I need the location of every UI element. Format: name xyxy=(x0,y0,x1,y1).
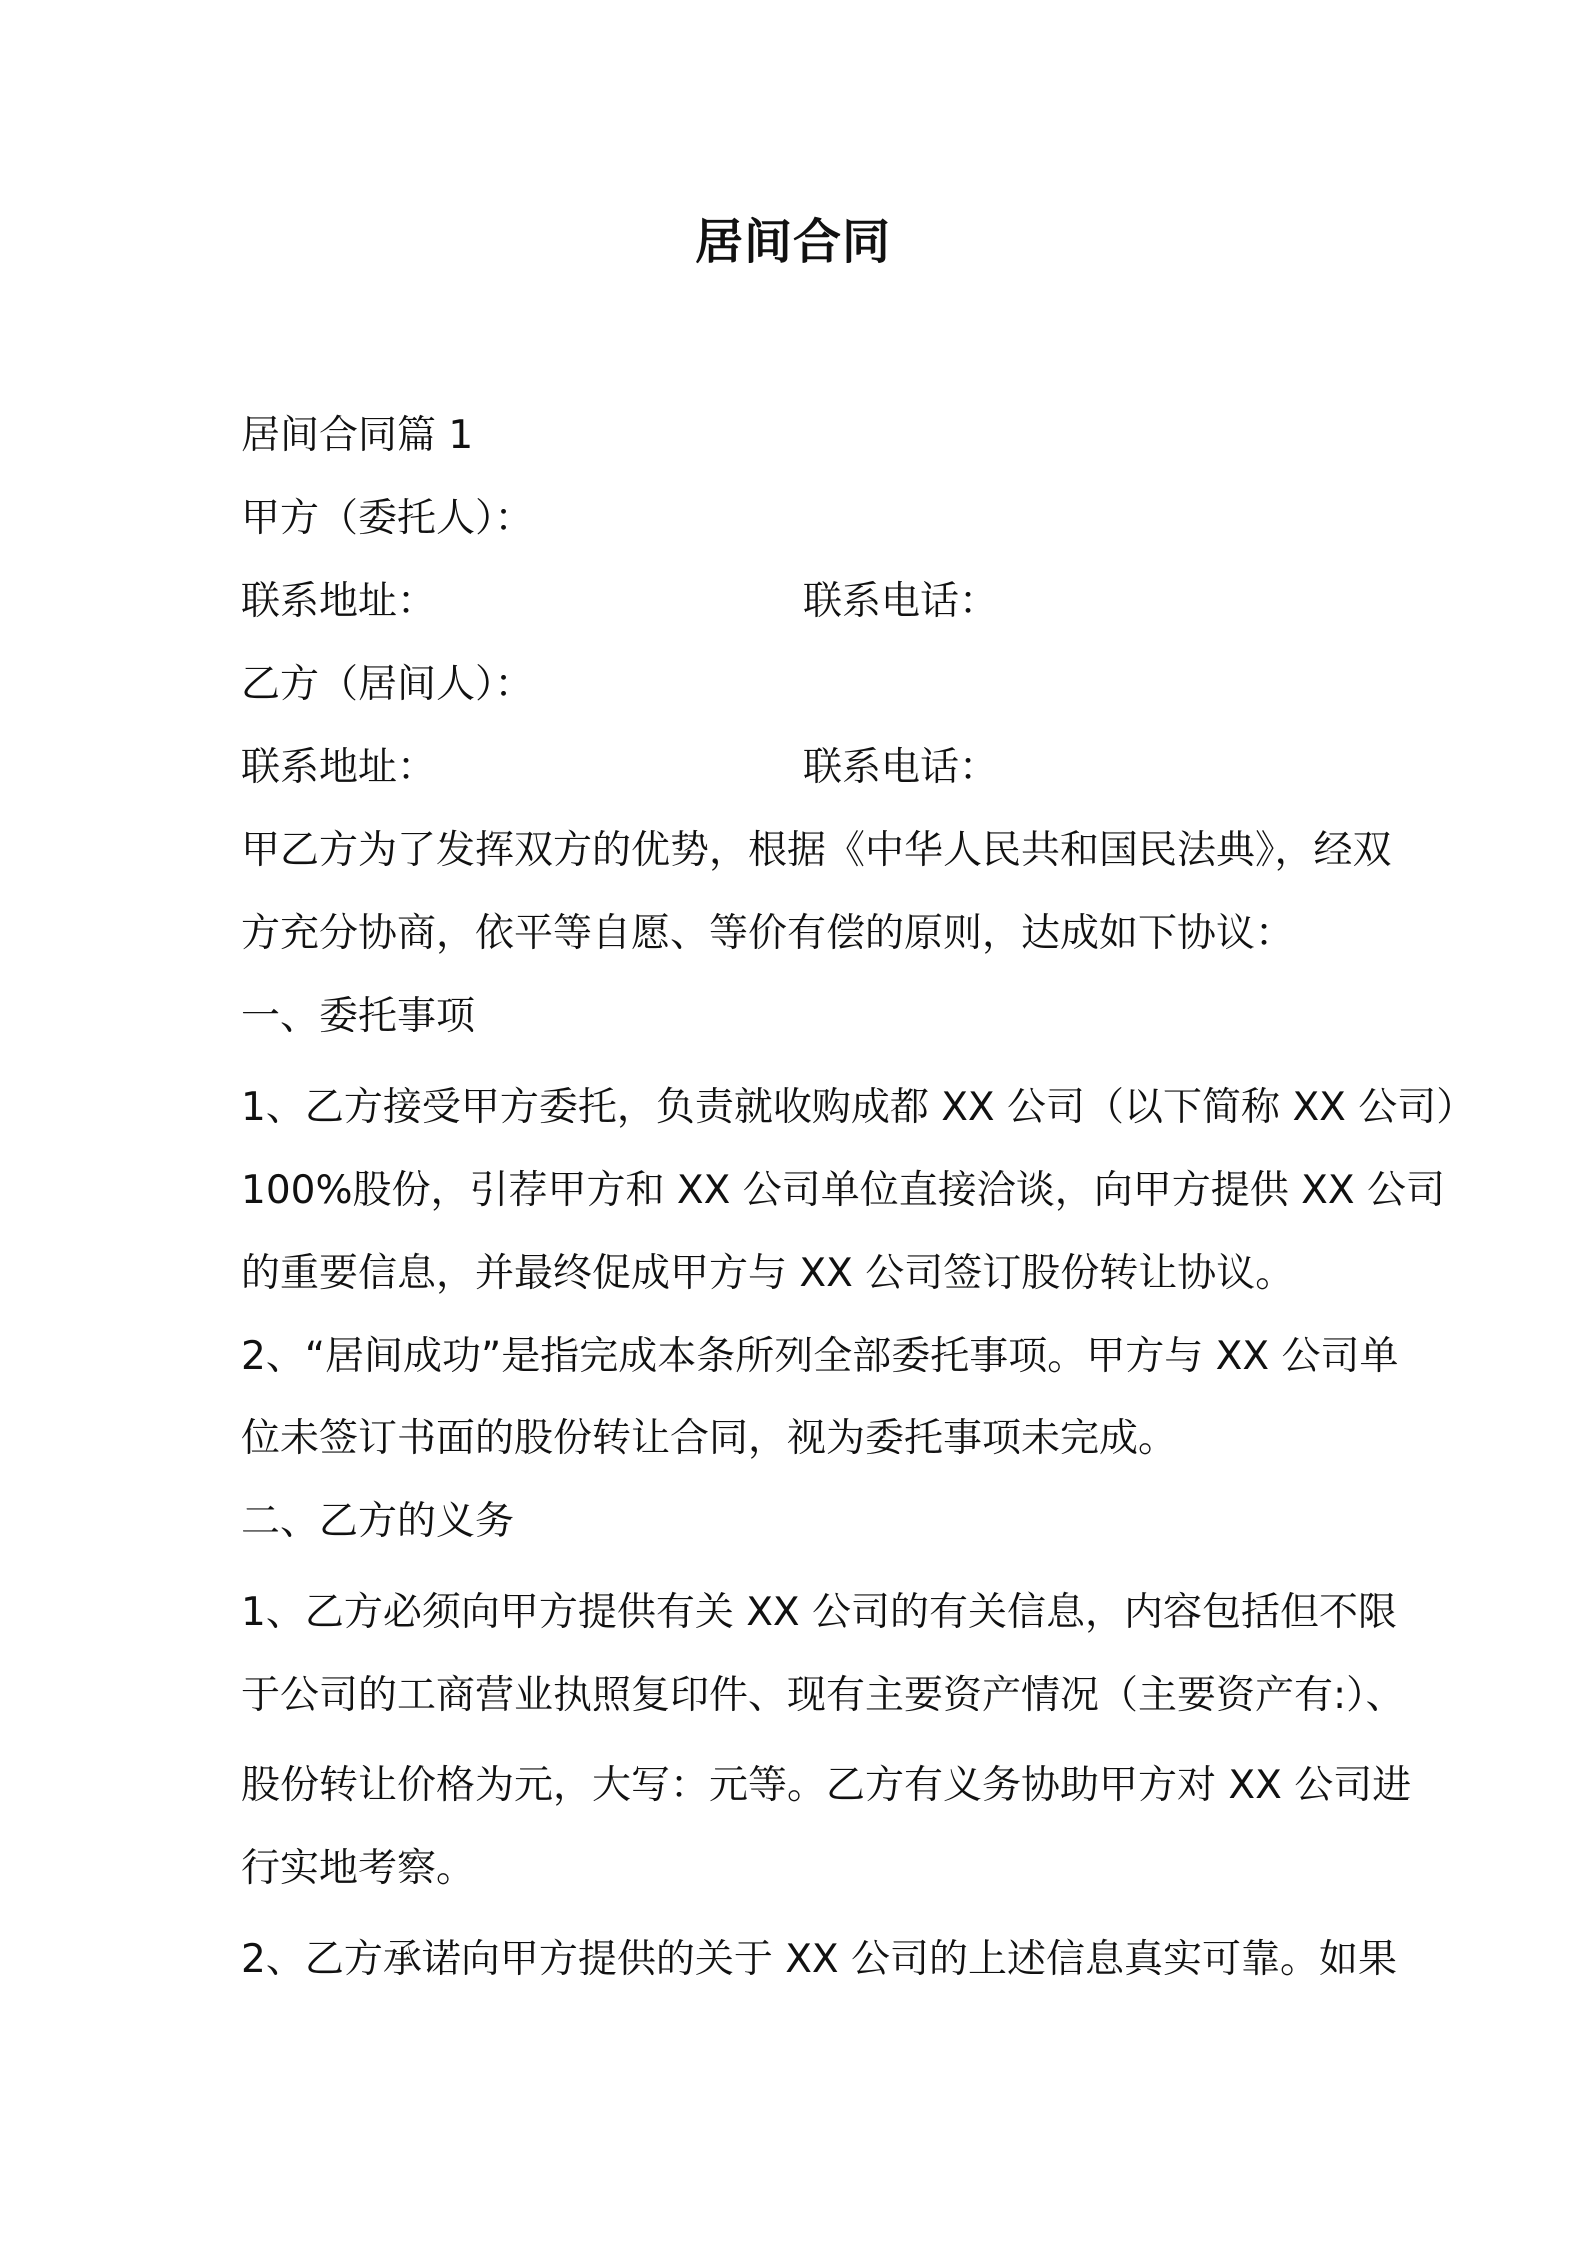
party-b-address-label: 联系地址： xyxy=(241,745,437,790)
clause-2-1-line-1: 1、乙方必须向甲方提供有关 XX 公司的有关信息，内容包括但不限 xyxy=(241,1590,1398,1635)
clause-1-1-line-2: 100%股份，引荐甲方和 XX 公司单位直接洽谈，向甲方提供 XX 公司 xyxy=(241,1168,1445,1213)
preamble-line-2: 方充分协商，依平等自愿、等价有偿的原则，达成如下协议： xyxy=(241,911,1295,956)
party-b-contact-row xyxy=(241,742,1361,794)
section-heading-1: 一、委托事项 xyxy=(241,994,476,1039)
party-a-phone-label: 联系电话： xyxy=(803,579,999,624)
clause-1-2-line-2: 位未签订书面的股份转让合同，视为委托事项未完成。 xyxy=(241,1416,1178,1461)
contract-subtitle: 居间合同篇 1 xyxy=(241,413,474,458)
clause-2-1-line-4: 行实地考察。 xyxy=(241,1846,476,1891)
document-title: 居间合同 xyxy=(694,214,891,270)
preamble-line-1: 甲乙方为了发挥双方的优势，根据《中华人民共和国民法典》，经双 xyxy=(241,828,1392,873)
party-b-label: 乙方（居间人）： xyxy=(241,662,534,707)
party-a-contact-row xyxy=(241,576,1361,628)
party-a-label: 甲方（委托人）： xyxy=(241,496,534,541)
clause-1-1-line-1: 1、乙方接受甲方委托，负责就收购成都 XX 公司（以下简称 XX 公司） xyxy=(241,1085,1476,1130)
party-a-address-label: 联系地址： xyxy=(241,579,437,624)
clause-2-1-line-3: 股份转让价格为元，大写：元等。乙方有义务协助甲方对 XX 公司进 xyxy=(241,1763,1412,1808)
clause-1-1-line-3: 的重要信息，并最终促成甲方与 XX 公司签订股份转让协议。 xyxy=(241,1251,1295,1296)
clause-2-2-line-1: 2、乙方承诺向甲方提供的关于 XX 公司的上述信息真实可靠。如果 xyxy=(241,1937,1398,1982)
section-heading-2: 二、乙方的义务 xyxy=(241,1499,515,1544)
clause-1-2-line-1: 2、“居间成功”是指完成本条所列全部委托事项。甲方与 XX 公司单 xyxy=(241,1334,1399,1379)
clause-2-1-line-2: 于公司的工商营业执照复印件、现有主要资产情况（主要资产有:）、 xyxy=(241,1673,1405,1718)
party-b-phone-label: 联系电话： xyxy=(803,745,999,790)
